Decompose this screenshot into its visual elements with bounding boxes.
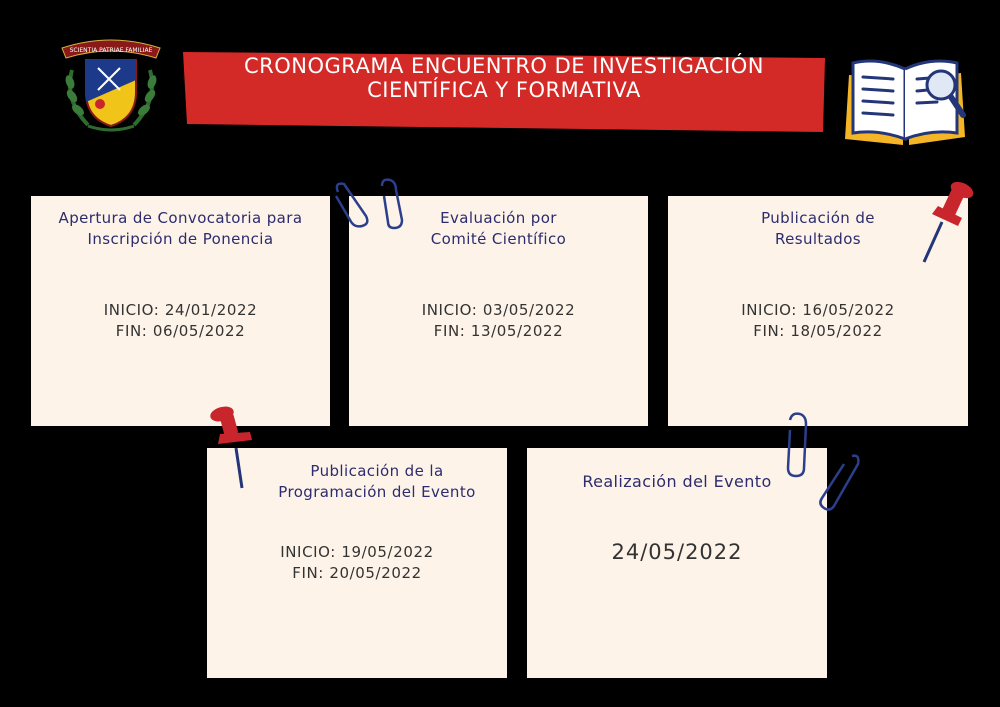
card-title-line: Publicación de — [761, 209, 875, 227]
card-title-line: Apertura de Convocatoria para — [58, 209, 303, 227]
end-date: FIN: 18/05/2022 — [753, 322, 883, 340]
event-date: 24/05/2022 — [611, 540, 743, 564]
card-dates — [349, 300, 648, 342]
paperclip-icon — [782, 410, 862, 514]
start-date: INICIO: 24/01/2022 — [103, 301, 258, 319]
end-date: FIN: 20/05/2022 — [292, 564, 422, 582]
title-line-2: CIENTÍFICA Y FORMATIVA — [367, 78, 641, 102]
card-title-line: Inscripción de Ponencia — [87, 230, 274, 248]
pushpin-icon — [918, 180, 978, 264]
title-line-1: CRONOGRAMA ENCUENTRO DE INVESTIGACIÓN — [243, 54, 765, 78]
page-title — [183, 54, 825, 102]
start-date: INICIO: 03/05/2022 — [421, 301, 576, 319]
card-title-line: Publicación de la — [310, 462, 444, 480]
schedule-card-evaluacion — [349, 196, 648, 426]
end-date: FIN: 06/05/2022 — [115, 322, 246, 340]
card-title: Realización del Evento — [582, 472, 772, 491]
card-title-line: Programación del Evento — [278, 483, 476, 501]
card-title — [31, 208, 330, 250]
open-book-icon — [843, 55, 967, 150]
card-title-line: Resultados — [774, 230, 862, 248]
crest-logo — [58, 30, 164, 136]
paperclip-icon — [332, 178, 412, 230]
card-title-line: Evaluación por — [440, 209, 557, 227]
card-dates — [207, 542, 507, 584]
schedule-card-apertura — [31, 196, 330, 426]
card-title — [247, 461, 507, 503]
card-title-line: Comité Científico — [430, 230, 567, 248]
start-date: INICIO: 16/05/2022 — [741, 301, 895, 319]
start-date: INICIO: 19/05/2022 — [280, 543, 434, 561]
card-dates — [668, 300, 968, 342]
crest-motto: SCIENTIA PATRIAE FAMILIAE — [69, 47, 153, 54]
pushpin-icon — [200, 404, 264, 488]
end-date: FIN: 13/05/2022 — [433, 322, 564, 340]
card-dates — [31, 300, 330, 342]
